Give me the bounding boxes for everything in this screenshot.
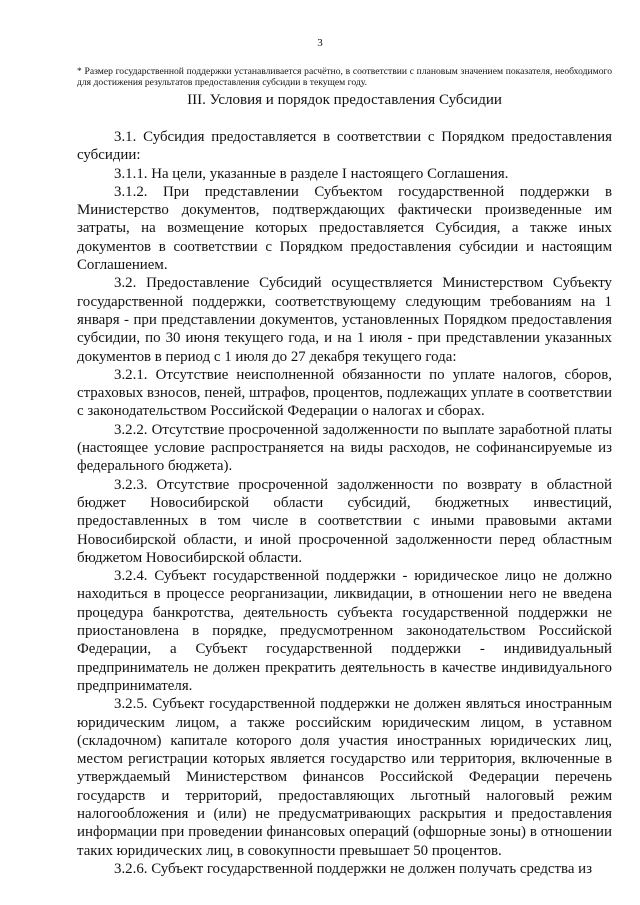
footnote: * Размер государственной поддержки устанавливается расчётно, в соответствии с плановым значением показателя, необходимого для достижения результатов предоставления субсидии в текущем году.	[77, 66, 612, 88]
section-title: III. Условия и порядок предоставления Субсидии	[187, 92, 502, 108]
body-text	[77, 128, 612, 878]
paragraph-3-2-4: 3.2.4. Субъект государственной поддержки - юридическое лицо не должно находиться в процессе реорганизации, ликвидации, в отношении него не введена процедура банкротства, деятельность субъекта государственной поддержки не приостановлена в порядке, предусмотренном законодательством Российской Федерации, а Субъект государственной поддержки - индивидуальный предприниматель не должен прекратить деятельность в качестве индивидуального предпринимателя.	[77, 568, 612, 694]
paragraph-3-2-1: 3.2.1. Отсутствие неисполненной обязанности по уплате налогов, сборов, страховых взносов, пеней, штрафов, процентов, подлежащих уплате в соответствии с законодательством Российской Федерации о налогах и сборах.	[77, 366, 612, 420]
paragraph-3-1-2: 3.1.2. При представлении Субъектом государственной поддержки в Министерство документов, подтверждающих фактически произведенные им затраты, на возмещение которых предоставляется Субсидия, а также иных документов в соответствии с Порядком предоставления субсидии и настоящим Соглашением.	[77, 183, 612, 274]
paragraph-3-1: 3.1. Субсидия предоставляется в соответствии с Порядком предоставления субсидии:	[77, 129, 612, 164]
paragraph-3-2-6: 3.2.6. Субъект государственной поддержки не должен получать средства из	[114, 860, 593, 877]
paragraph-3-2-5: 3.2.5. Субъект государственной поддержки не должен являться иностранным юридическим лицом, а также российским юридическим лицом, в уставном (складочном) капитале которого доля участия иностранных юридических лиц, местом регистрации которых является государство или территория, включенные в утверждаемый Министерством финансов Российской Федерации перечень государств и территорий, предоставляющих льготный налоговый режим налогообложения и (или) не предусматривающих раскрытия и предоставления информации при проведении финансовых операций (офшорные зоны) в отношении таких юридических лиц, в совокупности превышает 50 процентов.	[77, 696, 612, 859]
paragraph-3-1-1: 3.1.1. На цели, указанные в разделе I настоящего Соглашения.	[114, 165, 509, 182]
paragraph-3-2-3: 3.2.3. Отсутствие просроченной задолженности по возврату в областной бюджет Новосибирской области субсидий, бюджетных инвестиций, предоставленных в том числе в соответствии с иными правовыми актами Новосибирской области, и иной просроченной задолженности перед областным бюджетом Новосибирской области.	[77, 476, 612, 566]
page-number: 3	[317, 37, 323, 49]
paragraph-3-2-2: 3.2.2. Отсутствие просроченной задолженности по выплате заработной платы (настоящее условие распространяется на виды расходов, не софинансируемые из федерального бюджета).	[77, 421, 612, 475]
paragraph-3-2: 3.2. Предоставление Субсидий осуществляется Министерством Субъекту государственной поддержки, соответствующему следующим требованиям на 1 января - при представлении документов, установленных Порядком предоставления субсидии, по 30 июня текущего года, и на 1 июля - при представлении указанных документов в период с 1 июля до 27 декабря текущего года:	[77, 275, 612, 365]
